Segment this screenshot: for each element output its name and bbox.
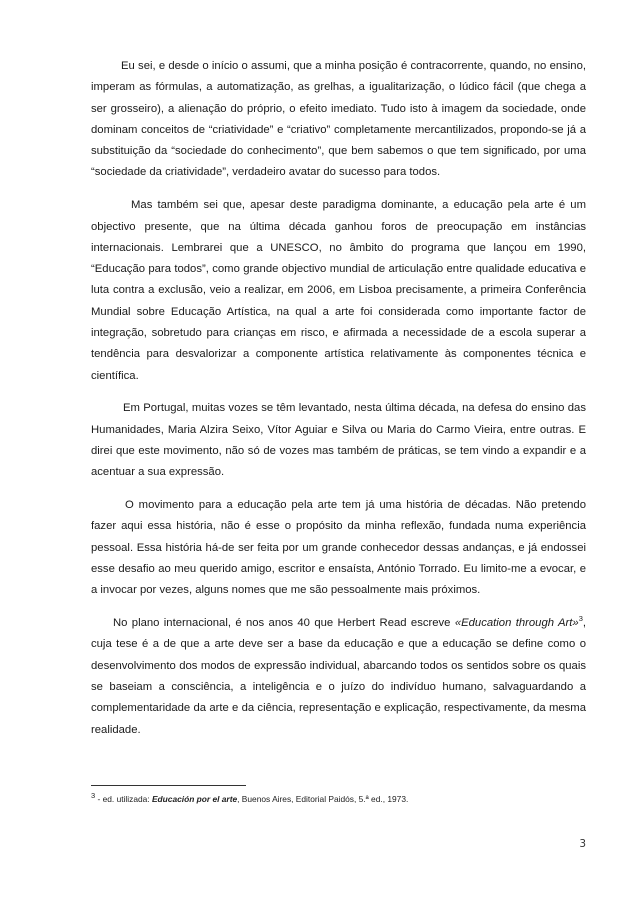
paragraph-3: Em Portugal, muitas vozes se têm levantado, nesta última década, na defesa do ensino das Humanidades, Maria Alzira Seixo, Vítor Aguiar e Silva ou Maria do Carmo Vieira, entre outras. E direi que este movimento, não só de vozes mas também de práticas, se tem vindo a expandir e a acentuar a sua expressão. — [91, 402, 586, 479]
paragraph-1: Eu sei, e desde o início o assumi, que a minha posição é contracorrente, quando, no ensino, imperam as fórmulas, a automatização, as grelhas, a igualitarização, o lúdico fácil (que chega a ser grosseiro), a alienação do próprio, o efeito imediato. Tudo isto à imagem da sociedade, onde dominam conceitos de “criatividade” e “criativo” completamente mercantilizados, propondo-se já a substituição da “sociedade do conhecimento”, que bem sabemos o que tem significado, por uma “sociedade da criatividade”, verdadeiro avatar do sucesso para todos. — [91, 60, 586, 179]
paragraph-5-after: , cuja tese é a de que a arte deve ser a base da educação e que a educação se define como o desenvolvimento dos modos de expressão individual, abarcando todos os sentidos sobre os quais se baseiam a consciência, a inteligência e o juízo do indivíduo humano, salvaguardando a complementaridade da arte e da ciência, representação e explicação, respectivamente, da mesma realidade. — [91, 617, 586, 736]
page-number: 3 — [579, 838, 586, 850]
book-title: «Education through Art» — [454, 617, 579, 630]
footnote-details: , Buenos Aires, Editorial Paidós, 5.ª ed., 1973. — [237, 794, 409, 804]
footnote-book-title: Educación por el arte — [151, 794, 238, 804]
paragraph-4: O movimento para a educação pela arte tem já uma história de décadas. Não pretendo fazer aqui essa história, não é esse o propósito da minha reflexão, fundada numa experiência pessoal. Essa história há-de ser feita por um grande conhecedor dessas andanças, e já endossei esse desafio ao meu querido amigo, escritor e ensaísta, António Torrado. Eu limito-me a evocar, e a invocar por vezes, alguns nomes que me são pessoalmente mais próximos. — [91, 499, 586, 597]
footnote — [91, 791, 586, 805]
footnote-reference[interactable]: 3 — [578, 614, 583, 624]
footnote-prefix: - ed. utilizada: — [95, 794, 152, 804]
body-text — [91, 56, 586, 752]
paragraph-5-before: No plano internacional, é nos anos 40 que Herbert Read escreve — [113, 617, 455, 630]
footnote-divider — [91, 785, 246, 786]
footnote-number: 3 — [91, 791, 96, 801]
paragraph-5 — [91, 613, 586, 741]
paragraph-2: Mas também sei que, apesar deste paradigma dominante, a educação pela arte é um objectivo presente, que na última década ganhou foros de preocupação em instâncias internacionais. Lembrarei que a UNESCO, no âmbito do programa que lançou em 1990, “Educação para todos”, como grande objectivo mundial de articulação entre qualidade educativa e luta contra a exclusão, veio a realizar, em 2006, em Lisboa precisamente, a primeira Conferência Mundial sobre Educação Artística, na qual a arte foi considerada como importante factor de integração, sobretudo para crianças em risco, e afirmada a necessidade de a escola superar a tendência para desvalorizar a componente artística relativamente às componentes técnica e científica. — [91, 199, 586, 382]
